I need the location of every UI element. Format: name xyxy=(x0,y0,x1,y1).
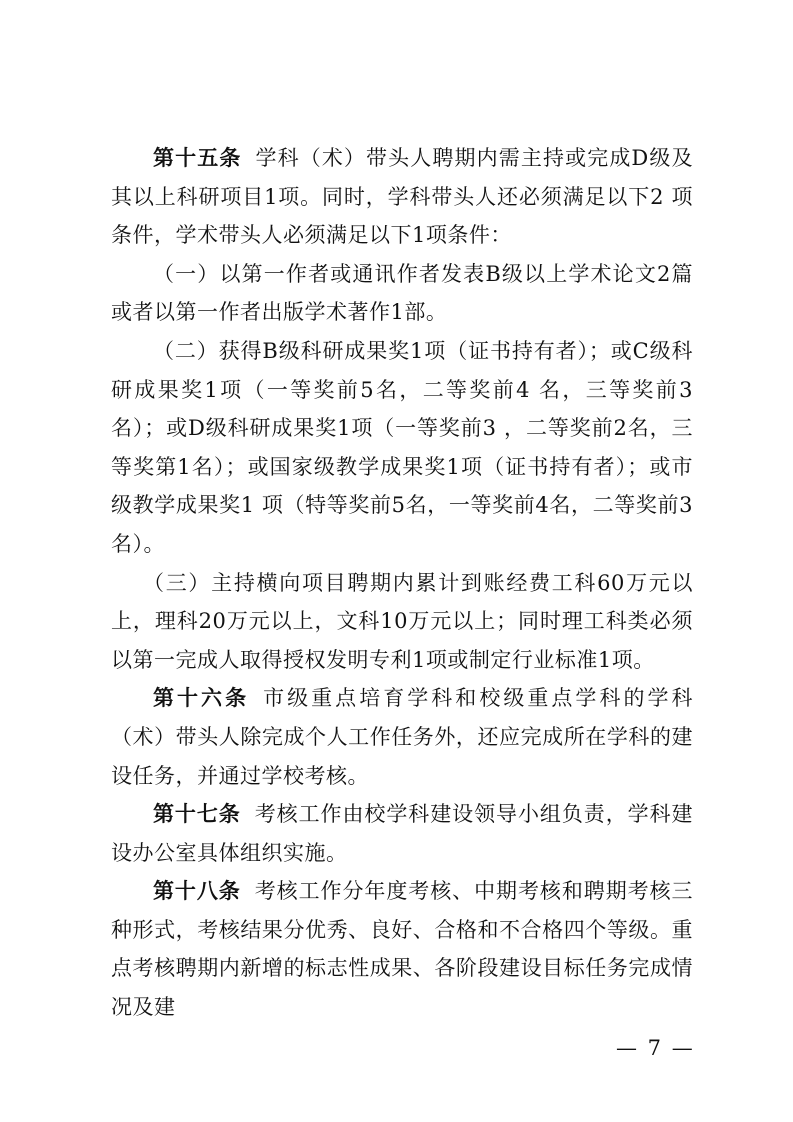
article-18-text: 考核工作分年度考核、中期考核和聘期考核三种形式，考核结果分优秀、良好、合格和不合格四个等级。重点考核聘期内新增的标志性成果、各阶段建设目标任务完成情况及建 xyxy=(111,879,694,1020)
article-16-text: 市级重点培育学科和校级重点学科的学科（术）带头人除完成个人工作任务外，还应完成所在学科的建设任务，并通过学校考核。 xyxy=(111,686,694,788)
article-15-heading: 第十五条 xyxy=(153,145,242,170)
article-17-text: 考核工作由校学科建设领导小组负责，学科建设办公室具体组织实施。 xyxy=(111,802,694,865)
body-text xyxy=(111,139,693,1027)
item-3-paragraph: （三）主持横向项目聘期内累计到账经费工科60万元以上，理科20万元以上，文科10万元以上；同时理工科类必须以第一完成人取得授权发明专利1项或制定行业标准1项。 xyxy=(111,570,693,672)
article-18-paragraph xyxy=(111,872,693,1026)
article-16-heading: 第十六条 xyxy=(153,685,250,711)
item-2-paragraph: （二）获得B级科研成果奖1项（证书持有者）；或C级科研成果奖1项（一等奖前5名，二等奖前4 名，三等奖前3名）；或D级科研成果奖1项（一等奖前3 ，二等奖前2名，三等奖第1名）；或国家级教学成果奖1项（证书持有者）；或市级教学成果奖1 项（特等奖前5名，一等奖前4名，二等奖前3名）。 xyxy=(111,338,693,556)
item-1-paragraph: （一）以第一作者或通讯作者发表B级以上学术论文2篇或者以第一作者出版学术著作1部。 xyxy=(111,261,693,325)
article-15-paragraph xyxy=(111,139,693,255)
article-17-heading: 第十七条 xyxy=(153,801,241,827)
article-15-text: 学科（术）带头人聘期内需主持或完成D级及其以上科研项目1项。同时，学科带头人还必须满足以下2 项条件，学术带头人必须满足以下1项条件： xyxy=(111,146,693,248)
article-16-paragraph xyxy=(111,679,693,795)
article-18-heading: 第十八条 xyxy=(153,878,241,904)
page-number: — 7 — xyxy=(616,1036,695,1060)
article-17-paragraph xyxy=(111,795,693,872)
